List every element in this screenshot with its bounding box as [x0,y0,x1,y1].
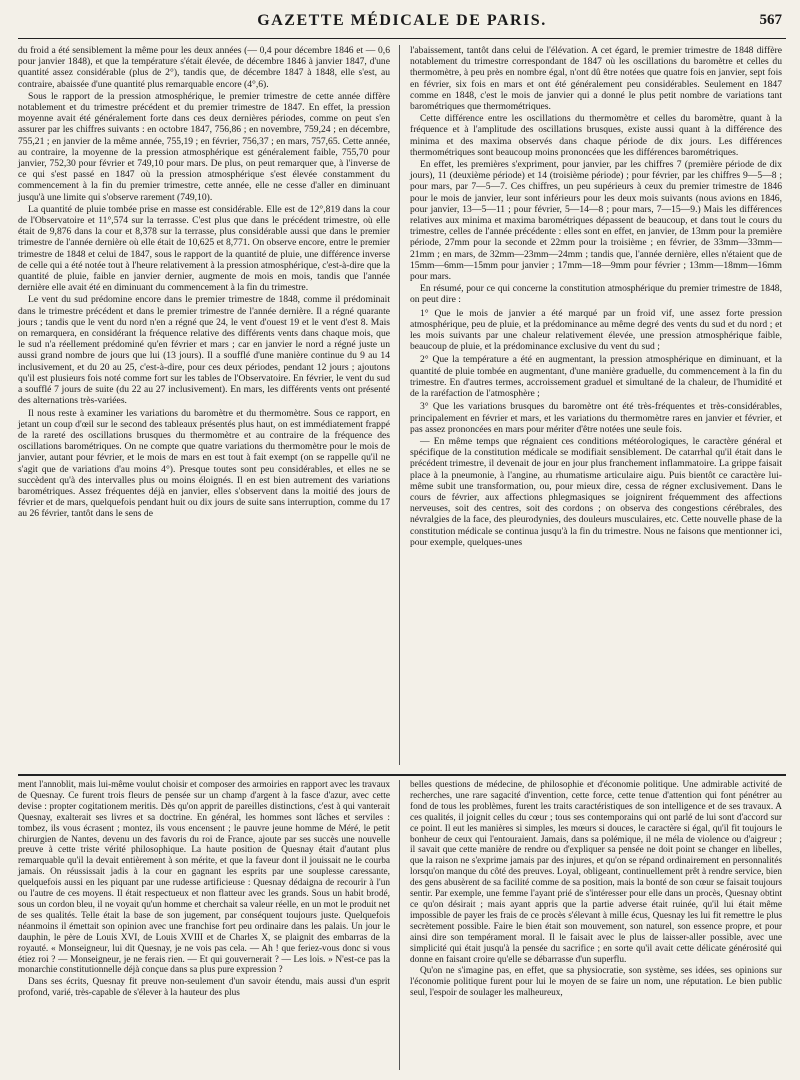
paragraph: Qu'on ne s'imagine pas, en effet, que sa physiocratie, son système, ses idées, ses opinions sur l'économie politique furent pour lui le moyen de se faire un nom, une réputation. Le bien public seul, l'espoir de soulager les malheureux, [410,966,782,999]
paragraph: Cette différence entre les oscillations du thermomètre et celles du baromètre, quant à la fréquence et à l'amplitude des oscillations brusques, existe aussi quant à la différence des minima et des maxima observés dans chaque période de dix jours. Les différences thermométriques sont beaucoup moins prononcées que les différences barométriques. [410,113,782,158]
paragraph: — En même temps que régnaient ces conditions météorologiques, le caractère général et spécifique de la constitution médicale se modifiait sensiblement. De catarrhal qu'il était dans le précédent trimestre, il devenait de jour en jour plus franchement inflammatoire. La grippe faisait place à la pneumonie, à l'angine, au rhumatisme articulaire aigu. Puis bientôt ce caractère lui-même subit une transformation, ou, pour mieux dire, cessa de régner exclusivement. Dans le cours de février, aux affections phlegmasiques se joignirent fréquemment des affections nerveuses, soit des centres, soit des cordons ; on observa des congestions cérébrales, des névralgies de la face, des pleurodynies, des douleurs musculaires, etc. Cette nouvelle phase de la constitution médicale se continua jusqu'à la fin du trimestre. Nous ne faisons que mentionner ici, pour exemple, quelques-unes [410,435,782,548]
feuilleton-separator [18,774,786,776]
upper-left-column [18,45,390,521]
lower-left-column [18,780,390,1000]
paragraph: ment l'annoblit, mais lui-même voulut choisir et composer des armoiries en rapport avec les travaux de Quesnay. Ce furent trois fleurs de pensée sur un champ d'argent à la fasce d'azur, avec cette devise : propter cogitationem meritis. Dès qu'on apprit de pareilles distinctions, c'est à qui vanterait Quesnay, exalterait ses livres et sa doctrine. En général, les hommes sont lâches et serviles : tombez, ils vous écrasent ; montez, ils vous encensent ; le pauvre jeune homme de Méré, le petit chirurgien de Nantes, devenu un des favoris du roi de France, ajoute par ses succès une nouvelle preuve à cette triste vérité philosophique. La haute position de Quesnay était d'autant plus remarquable qu'il la devait entièrement à son mérite, et que la faveur dont il jouissait ne le courba jamais. On réussissait jadis à la cour en gagnant les esprits par une souplesse caressante, quelquefois aussi en les piquant par une rudesse artificieuse : Quesnay dédaigna de recourir à l'un ou l'autre de ces moyens. Il était respectueux et non flatteur avec les grands. Sous un habit brodé, sous un cordon bleu, il ne voyait qu'un homme et cherchait sa valeur réelle, en un mot le produit net de ses qualités. Telle était la base de son jugement, par conséquent toujours juste. Quelquefois néanmoins il émettait son opinion avec une franchise fort peu ordinaire dans les palais. Un jour le dauphin, le père de Louis XVI, de Louis XVIII et de Charles X, se plaignit des embarras de la royauté. « Monseigneur, lui dit Quesnay, je ne vois pas cela. — Ah ! que feriez-vous donc si vous étiez roi ? — Monseigneur, je ne ferais rien. — Et qui gouvernerait ? — Les lois. » N'est-ce pas la monarchie constitutionnelle déjà conçue dans sa plus pure expression ? [18,780,390,976]
paragraph: belles questions de médecine, de philosophie et d'économie politique. Une admirable activité de recherches, une rare sagacité d'invention, cette force, cette tenue d'attention qui font pénétrer au fond de tous les problèmes, furent les traits caractéristiques de son intelligence et de ses travaux. A ces qualités, il joignit celles du cœur ; tous ses contemporains qui ont parlé de lui sont d'accord sur ce point. Il eut les manières si simples, les mœurs si douces, le caractère si égal, qu'il fit toujours le bonheur de ceux qui l'entouraient. Jamais, dans sa polémique, il ne méla de violence ou d'aigreur ; il savait que cette manière de rendre ou d'expliquer sa pensée ne doit point se changer en libelles, que la raison ne s'exprime jamais par des injures, et qu'on se répand ordinairement en personnalités lorsqu'on manque du côté des preuves. Loyal, obligeant, continuellement prêt à rendre service, bien des gens abusèrent de sa facilité comme de sa position, mais la bonté de son cœur se faisait toujours sentir. Par exemple, une femme l'ayant prié de s'intéresser pour elle dans un procès, Quesnay obtint ce qu'on désirait ; mais ayant appris que la partie adverse était ruinée, qu'il lui était même impossible de payer les frais de ce procès s'élevant à mille écus, Quesnay les lui fit remettre le plus secrètement possible. Faire le bien était son mouvement, son naturel, son essence propre, et pour ainsi dire son tempérament moral. Il le faisait avec le plus de laisser-aller possible, avec une simplicité qui était jusqu'à la pensée du sacrifice ; en sorte qu'il avait cette délicate générosité qui donne en faisant croire qu'elle se débarrasse d'un superflu. [410,780,782,965]
paragraph: du froid a été sensiblement la même pour les deux années (— 0,4 pour décembre 1846 et — 0,6 pour janvier 1848), et que la température s'était élevée, de décembre 1846 à janvier 1847, d'une quantité assez considérable (plus de 2°), tandis que, de décembre 1847 à 1848, elle s'est, au contraire, abaissée d'une quantité plus remarquable encore (4°,6). [18,45,390,90]
summary-item: 1° Que le mois de janvier a été marqué par un froid vif, une assez forte pression atmosphérique, peu de pluie, et la prédominance au même degré des vents du sud et du nord ; et les mois suivants par une chaleur relativement élevée, une pression atmosphérique faible, beaucoup de pluie, et la prédominance exclusive du vent du sud ; [410,307,782,353]
paragraph: En résumé, pour ce qui concerne la constitution atmosphérique du premier trimestre de 1848, on peut dire : [410,283,782,306]
summary-item: 3° Que les variations brusques du baromètre ont été très-fréquentes et très-considérables, principalement en février et mars, et les variations du thermomètre rares en janvier et février, et pas assez prononcées en mars pour mériter d'être notées une seule fois. [410,401,782,435]
upper-article [18,45,786,765]
paragraph: La quantité de pluie tombée prise en masse est considérable. Elle est de 12°,819 dans la cour de l'Observatoire et 11°,574 sur la terrasse. C'est plus que dans le précédent trimestre, où elle était de 9,876 dans la cour et 8,378 sur la terrasse, plus considérable aussi que dans le premier trimestre de l'année dernière où elle était de 10,625 et 8,771. On observe encore, entre le premier trimestre de 1848 et celui de 1847, sous le rapport de la quantité de pluie, une différence inverse de celle qui a été notée tout à l'heure relativement à la pression atmosphérique, c'est-à-dire que la quantité de pluie, faible en janvier dernier, augmente de mois en mois, tandis que l'année dernière elle avait été en diminuant du commencement à la fin du trimestre. [18,203,390,294]
summary-item: 2° Que la température a été en augmentant, la pression atmosphérique en diminuant, et la quantité de pluie tombée en augmentant, d'une manière graduelle, du commencement à la fin du trimestre. En d'autres termes, accroissement graduel et simultané de la chaleur, de l'humidité et de la raréfaction de l'atmosphère ; [410,354,782,400]
lower-right-column [410,780,782,1000]
column-rule [399,45,400,765]
page-number: 567 [759,12,782,28]
paragraph: En effet, les premières s'expriment, pour janvier, par les chiffres 7 (première période de dix jours), 11 (deuxième période) et 14 (troisième période) ; pour février, par les chiffres 9—5—8 ; pour mars, par 7—5—7. Ces chiffres, un peu supérieurs à ceux du premier trimestre de 1846 pour le mois de janvier, leur sont inférieurs pour les deux mois suivants (nous avions en 1846, pour janvier, 13—5—11 ; pour février, 5—14—8 ; pour mars, 7—15—9.) Mais les différences relatives aux minima et maxima barométriques dépassent de beaucoup, et dans tout le cours du trimestre, celles de l'année précédente : elles sont en effet, en janvier, de 13mm pour la première période, 27mm pour la seconde et 22mm pour la troisième ; en février, de 33mm—33mm—21mm ; en mars, de 32mm—23mm—24mm ; tandis que, l'année dernière, elles n'étaient que de 15mm—6mm—15mm pour janvier ; 17mm—18—9mm pour février ; 13mm—18mm—16mm pour mars. [410,159,782,283]
feuilleton [18,780,786,1070]
paragraph: Il nous reste à examiner les variations du baromètre et du thermomètre. Sous ce rapport, en jetant un coup d'œil sur le second des tableaux présentés plus haut, on est immédiatement frappé de la rareté des oscillations brusques du thermomètre et au contraire de la fréquence des oscillations barométriques. On ne compte que quatre variations du thermomètre pour le mois de janvier, autant pour février, et le mois de mars en est tout à fait exempt (on se rappelle qu'il ne s'agit que de variations d'au moins 4°). Presque toutes sont peu considérables, et elles ne se succèdent qu'à des intervalles plus ou moins éloignés. Il en est bien autrement des variations barométriques. Assez fréquentes déjà en janvier, elles s'observent dans la moitié des jours de février et de mars, quelquefois pendant huit ou dix jours de suite sans interruption, comme du 17 au 26 février, tantôt dans le sens de [18,407,390,520]
paragraph: Le vent du sud prédomine encore dans le premier trimestre de 1848, comme il prédominait dans le trimestre précédent et dans le premier trimestre de l'année dernière. Il a régné quarante jours ; tandis que le vent du nord n'en a régné que 24, le vent d'ouest 19 et le vent d'est 8. Mais on remarquera, en considérant la fréquence relative des différents vents dans chaque mois, que le sud n'a réellement prédominé qu'en février et mars ; car en janvier le nord a régné juste un aussi grand nombre de jours que lui (13 jours). Il a soufflé d'une manière continue du 9 au 14 inclusivement, et du 20 au 25, c'est-à-dire, pour ces deux périodes, pendant 12 jours ; ajoutons qu'il est plusieurs fois noté comme fort sur les tables de l'Observatoire. En février, le vent du sud a soufflé 7 jours de suite (du 22 au 27 inclusivement). En mars, les différents vents ont présenté des alternations très-variées. [18,294,390,407]
paragraph: Sous le rapport de la pression atmosphérique, le premier trimestre de cette année diffère notablement et du trimestre précédent et du premier trimestre de 1847. En effet, la pression moyenne avait été généralement forte dans ces deux dernières périodes, comme on peut s'en assurer par les chiffres suivants : en octobre 1847, 756,86 ; en novembre, 759,24 ; en décembre, 755,21 ; en janvier de la même année, 755,19 ; en février, 756,37 ; en mars, 757,65. Cette année, au contraire, la moyenne de la pression atmosphérique est généralement faible, 755,70 pour janvier, 752,30 pour février et 749,10 pour mars. De plus, on peut remarquer que, à l'inverse de ce qui s'est passé en 1847 où la pression atmosphérique s'est élevée constamment du commencement à la fin du premier trimestre, cette année, elle ne cesse d'aller en diminuant jusqu'à une limite qui s'observe rarement (749,10). [18,90,390,203]
paragraph: l'abaissement, tantôt dans celui de l'élévation. A cet égard, le premier trimestre de 1848 diffère notablement du trimestre correspondant de 1847 où les oscillations du baromètre et celles du thermomètre, à peu près en nombre égal, n'ont dû être notées que quatre fois en janvier, sept fois en février, six fois en mars et ont été généralement peu considérables. Seulement en 1847 comme en 1848, c'est le mois de janvier qui a donné le plus petit nombre de variations tant barométriques que thermométriques. [410,45,782,113]
paragraph: Dans ses écrits, Quesnay fit preuve non-seulement d'un savoir étendu, mais aussi d'un esprit profond, varié, très-capable de s'élever à la hauteur des plus [18,977,390,999]
column-rule [399,780,400,1070]
upper-right-column [410,45,782,549]
page-header [18,8,786,39]
newspaper-page [18,8,786,1074]
journal-title: GAZETTE MÉDICALE DE PARIS. [257,12,547,29]
